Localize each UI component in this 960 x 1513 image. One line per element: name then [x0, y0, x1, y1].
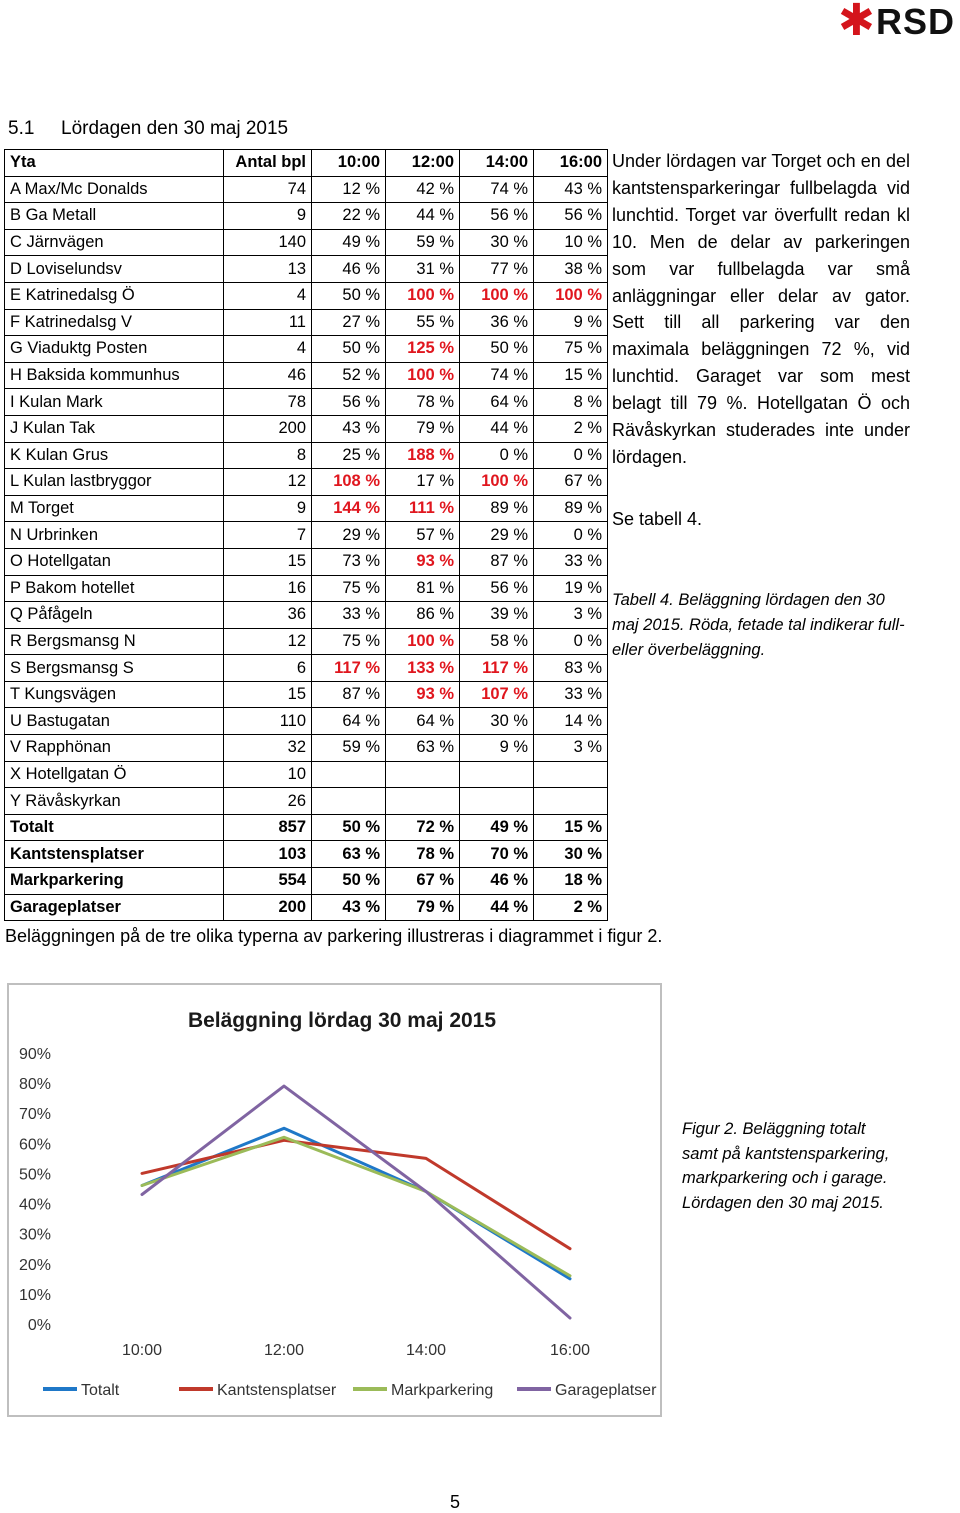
table-cell: 15: [224, 681, 312, 708]
table-cell: 0 %: [534, 522, 608, 549]
x-tick-label: 12:00: [263, 1342, 305, 1359]
table-cell: 75 %: [312, 575, 386, 602]
y-tick-label: 20%: [18, 1256, 51, 1274]
y-tick-label: 50%: [18, 1166, 51, 1184]
table-cell: 50 %: [460, 336, 534, 363]
legend-label: Kantstensplatser: [217, 1382, 337, 1399]
table-cell: 0 %: [534, 628, 608, 655]
table-cell: 83 %: [534, 655, 608, 682]
table-row: [5, 415, 608, 442]
series-line-kantstensplatser: [142, 1140, 570, 1248]
table-cell: 56 %: [534, 203, 608, 230]
table-cell: 49 %: [312, 229, 386, 256]
table-cell: 44 %: [460, 894, 534, 921]
y-tick-label: 90%: [18, 1046, 51, 1063]
table-cell: 78: [224, 389, 312, 416]
table-cell: 140: [224, 229, 312, 256]
table-cell: 14 %: [534, 708, 608, 735]
table-cell: 31 %: [386, 256, 460, 283]
table-cell: 46 %: [460, 868, 534, 895]
table-cell: 15 %: [534, 814, 608, 841]
table-cell: 7: [224, 522, 312, 549]
table-cell: 4: [224, 336, 312, 363]
table-cell: 89 %: [460, 495, 534, 522]
table-cell: 67 %: [534, 469, 608, 496]
table-cell: [312, 788, 386, 815]
table-cell: 19 %: [534, 575, 608, 602]
table-cell: 111 %: [386, 495, 460, 522]
legend-label: Garageplatser: [555, 1382, 657, 1399]
table-cell: 200: [224, 894, 312, 921]
y-tick-label: 40%: [18, 1196, 51, 1214]
occupancy-table: [4, 149, 608, 921]
table-cell: Markparkering: [5, 868, 224, 895]
figure-intro: Beläggningen på de tre olika typerna av parkering illustreras i diagrammet i figur 2.: [5, 926, 663, 946]
table-row: [5, 708, 608, 735]
chart-title: Beläggning lördag 30 maj 2015: [187, 1009, 497, 1032]
rsd-logo: [838, 0, 958, 45]
table-cell: 33 %: [312, 602, 386, 629]
table-cell: 52 %: [312, 362, 386, 389]
table-cell: 58 %: [460, 628, 534, 655]
table-cell: 70 %: [460, 841, 534, 868]
page-number: 5: [450, 1492, 461, 1512]
table-cell: 107 %: [460, 681, 534, 708]
y-tick-label: 70%: [18, 1106, 51, 1124]
table-cell: 12: [224, 628, 312, 655]
table-cell: C Järnvägen: [5, 229, 224, 256]
table-cell: P Bakom hotellet: [5, 575, 224, 602]
table-cell: 13: [224, 256, 312, 283]
table-cell: 50 %: [312, 336, 386, 363]
table-cell: 87 %: [460, 548, 534, 575]
table-cell: 100 %: [386, 362, 460, 389]
figure-caption: Figur 2. Beläggning totalt samt på kantstensparkering, markparkering och i garage. Lördagen den 30 maj 2015.: [682, 1120, 890, 1212]
table-cell: T Kungsvägen: [5, 681, 224, 708]
column-header: 12:00: [386, 150, 460, 177]
table-cell: 10: [224, 761, 312, 788]
table-cell: 46 %: [312, 256, 386, 283]
table-cell: 36: [224, 602, 312, 629]
table-cell: 15: [224, 548, 312, 575]
table-cell: 144 %: [312, 495, 386, 522]
table-cell: O Hotellgatan: [5, 548, 224, 575]
table-cell: 50 %: [312, 868, 386, 895]
legend-label: Markparkering: [391, 1382, 494, 1399]
table-row: [5, 203, 608, 230]
table-cell: Totalt: [5, 814, 224, 841]
table-cell: 29 %: [312, 522, 386, 549]
table-row: [5, 735, 608, 762]
table-cell: 81 %: [386, 575, 460, 602]
table-cell: Garageplatser: [5, 894, 224, 921]
table-cell: [386, 761, 460, 788]
table-cell: A Max/Mc Donalds: [5, 176, 224, 203]
table-summary-row: [5, 841, 608, 868]
table-cell: 2 %: [534, 415, 608, 442]
table-cell: 15 %: [534, 362, 608, 389]
table-cell: 100 %: [460, 282, 534, 309]
table-cell: 75 %: [312, 628, 386, 655]
table-cell: 63 %: [386, 735, 460, 762]
table-cell: 100 %: [386, 628, 460, 655]
table-row: [5, 282, 608, 309]
table-cell: Kantstensplatser: [5, 841, 224, 868]
table-cell: 36 %: [460, 309, 534, 336]
table-row: [5, 575, 608, 602]
chart-svg: [9, 985, 660, 1415]
table-cell: 43 %: [312, 894, 386, 921]
occupancy-chart: [7, 983, 662, 1417]
table-cell: 12 %: [312, 176, 386, 203]
table-cell: 25 %: [312, 442, 386, 469]
table-cell: 29 %: [460, 522, 534, 549]
table-cell: 18 %: [534, 868, 608, 895]
y-tick-label: 60%: [18, 1136, 51, 1154]
table-cell: 0 %: [460, 442, 534, 469]
table-cell: L Kulan lastbryggor: [5, 469, 224, 496]
table-cell: 3 %: [534, 602, 608, 629]
table-cell: [534, 761, 608, 788]
table-row: [5, 389, 608, 416]
table-cell: [460, 788, 534, 815]
table-cell: 43 %: [312, 415, 386, 442]
table-cell: 64 %: [460, 389, 534, 416]
logo-text: RSD: [876, 1, 956, 42]
table-cell: 46: [224, 362, 312, 389]
table-cell: Y Rävåskyrkan: [5, 788, 224, 815]
table-cell: 27 %: [312, 309, 386, 336]
table-cell: 56 %: [460, 203, 534, 230]
table-cell: 6: [224, 655, 312, 682]
table-cell: 77 %: [460, 256, 534, 283]
table-row: [5, 655, 608, 682]
table-cell: [312, 761, 386, 788]
table-cell: 39 %: [460, 602, 534, 629]
y-tick-label: 30%: [18, 1226, 51, 1244]
table-cell: V Rapphönan: [5, 735, 224, 762]
table-cell: 78 %: [386, 389, 460, 416]
table-cell: 100 %: [534, 282, 608, 309]
legend-label: Totalt: [81, 1382, 120, 1399]
table-cell: 108 %: [312, 469, 386, 496]
table-cell: 10 %: [534, 229, 608, 256]
table-cell: 50 %: [312, 282, 386, 309]
table-cell: 857: [224, 814, 312, 841]
table-cell: 74 %: [460, 176, 534, 203]
table-cell: 11: [224, 309, 312, 336]
table-cell: 42 %: [386, 176, 460, 203]
table-cell: 117 %: [460, 655, 534, 682]
table-row: [5, 336, 608, 363]
table-cell: F Katrinedalsg V: [5, 309, 224, 336]
column-header: 16:00: [534, 150, 608, 177]
table-row: [5, 788, 608, 815]
table-cell: 554: [224, 868, 312, 895]
table-row: [5, 362, 608, 389]
table-cell: 86 %: [386, 602, 460, 629]
table-cell: 93 %: [386, 548, 460, 575]
asterisk-icon: ✱: [838, 0, 875, 45]
table-cell: Q Påfågeln: [5, 602, 224, 629]
table-cell: 74: [224, 176, 312, 203]
y-tick-label: 10%: [18, 1286, 51, 1304]
table-cell: 26: [224, 788, 312, 815]
table-cell: 72 %: [386, 814, 460, 841]
table-cell: 33 %: [534, 548, 608, 575]
table-cell: 79 %: [386, 894, 460, 921]
table-cell: 67 %: [386, 868, 460, 895]
table-cell: R Bergsmansg N: [5, 628, 224, 655]
section-title: Lördagen den 30 maj 2015: [61, 118, 289, 139]
table-cell: 33 %: [534, 681, 608, 708]
table-cell: 75 %: [534, 336, 608, 363]
table-cell: 22 %: [312, 203, 386, 230]
table-cell: 56 %: [312, 389, 386, 416]
table-cell: 8 %: [534, 389, 608, 416]
column-header: Yta: [5, 150, 224, 177]
table-row: [5, 442, 608, 469]
table-cell: X Hotellgatan Ö: [5, 761, 224, 788]
table-cell: 9 %: [534, 309, 608, 336]
table-row: [5, 309, 608, 336]
table-cell: 50 %: [312, 814, 386, 841]
table-cell: 125 %: [386, 336, 460, 363]
table-cell: 16: [224, 575, 312, 602]
table-cell: 100 %: [386, 282, 460, 309]
table-cell: 8: [224, 442, 312, 469]
table-summary-row: [5, 814, 608, 841]
column-header: 14:00: [460, 150, 534, 177]
table-cell: 4: [224, 282, 312, 309]
table-cell: 55 %: [386, 309, 460, 336]
table-reference: Se tabell 4.: [612, 509, 703, 529]
table-cell: 9: [224, 495, 312, 522]
table-cell: 9 %: [460, 735, 534, 762]
table-summary-row: [5, 868, 608, 895]
table-cell: U Bastugatan: [5, 708, 224, 735]
table-cell: [460, 761, 534, 788]
table-cell: 59 %: [386, 229, 460, 256]
table-cell: B Ga Metall: [5, 203, 224, 230]
table-cell: 59 %: [312, 735, 386, 762]
table-cell: 49 %: [460, 814, 534, 841]
table-row: [5, 602, 608, 629]
series-line-garageplatser: [142, 1086, 570, 1318]
table-cell: 2 %: [534, 894, 608, 921]
table-row: [5, 548, 608, 575]
table-cell: 133 %: [386, 655, 460, 682]
table-cell: 93 %: [386, 681, 460, 708]
column-header: 10:00: [312, 150, 386, 177]
table-cell: 110: [224, 708, 312, 735]
table-caption: Tabell 4. Beläggning lördagen den 30 maj 2015. Röda, fetade tal indikerar full- eller överbeläggning.: [612, 591, 905, 659]
table-cell: 73 %: [312, 548, 386, 575]
table-cell: S Bergsmansg S: [5, 655, 224, 682]
table-cell: 79 %: [386, 415, 460, 442]
table-summary-row: [5, 894, 608, 921]
section-heading: [8, 118, 288, 140]
table-cell: 57 %: [386, 522, 460, 549]
table-row: [5, 469, 608, 496]
table-row: [5, 522, 608, 549]
table-cell: 89 %: [534, 495, 608, 522]
table-cell: K Kulan Grus: [5, 442, 224, 469]
table-cell: I Kulan Mark: [5, 389, 224, 416]
table-header-row: [5, 150, 608, 177]
column-header: Antal bpl: [224, 150, 312, 177]
table-row: [5, 681, 608, 708]
table-cell: 17 %: [386, 469, 460, 496]
table-row: [5, 628, 608, 655]
table-cell: 64 %: [386, 708, 460, 735]
table-cell: 188 %: [386, 442, 460, 469]
table-cell: 44 %: [386, 203, 460, 230]
table-cell: 74 %: [460, 362, 534, 389]
table-cell: 43 %: [534, 176, 608, 203]
table-cell: 3 %: [534, 735, 608, 762]
x-tick-label: 16:00: [549, 1342, 591, 1359]
table-cell: 78 %: [386, 841, 460, 868]
table-row: [5, 229, 608, 256]
table-row: [5, 495, 608, 522]
table-cell: N Urbrinken: [5, 522, 224, 549]
table-cell: 30 %: [534, 841, 608, 868]
table-cell: 117 %: [312, 655, 386, 682]
side-paragraph: Under lördagen var Torget och en del kantstensparkeringar fullbelagda vid lunchtid. Torget var överfullt redan kl 10. Men de delar av parkeringen som var fullbelagda var små anläggningar eller delar av gator. Sett till all parkering var den maximala beläggningen 72 %, vid lunchtid. Garaget var som mest belagt till 79 %. Hotellgatan Ö och Rävåskyrkan studerades inte under lördagen.: [612, 151, 910, 467]
table-row: [5, 761, 608, 788]
table-cell: 103: [224, 841, 312, 868]
y-tick-label: 80%: [18, 1076, 51, 1094]
table-cell: 87 %: [312, 681, 386, 708]
table-cell: 56 %: [460, 575, 534, 602]
table-row: [5, 256, 608, 283]
section-number: 5.1: [8, 118, 35, 139]
table-cell: 64 %: [312, 708, 386, 735]
table-cell: D Loviselundsv: [5, 256, 224, 283]
table-cell: 38 %: [534, 256, 608, 283]
table-cell: E Katrinedalsg Ö: [5, 282, 224, 309]
table-cell: 100 %: [460, 469, 534, 496]
table-cell: 32: [224, 735, 312, 762]
table-cell: 44 %: [460, 415, 534, 442]
table-row: [5, 176, 608, 203]
table-cell: 200: [224, 415, 312, 442]
y-tick-label: 0%: [27, 1317, 51, 1334]
table-cell: J Kulan Tak: [5, 415, 224, 442]
table-cell: [386, 788, 460, 815]
table-cell: 0 %: [534, 442, 608, 469]
table-cell: M Torget: [5, 495, 224, 522]
x-tick-label: 10:00: [121, 1342, 163, 1359]
table-cell: H Baksida kommunhus: [5, 362, 224, 389]
table-cell: 12: [224, 469, 312, 496]
table-cell: 63 %: [312, 841, 386, 868]
table-cell: 9: [224, 203, 312, 230]
table-cell: 30 %: [460, 708, 534, 735]
table-cell: 30 %: [460, 229, 534, 256]
x-tick-label: 14:00: [405, 1342, 447, 1359]
table-cell: [534, 788, 608, 815]
table-cell: G Viaduktg Posten: [5, 336, 224, 363]
